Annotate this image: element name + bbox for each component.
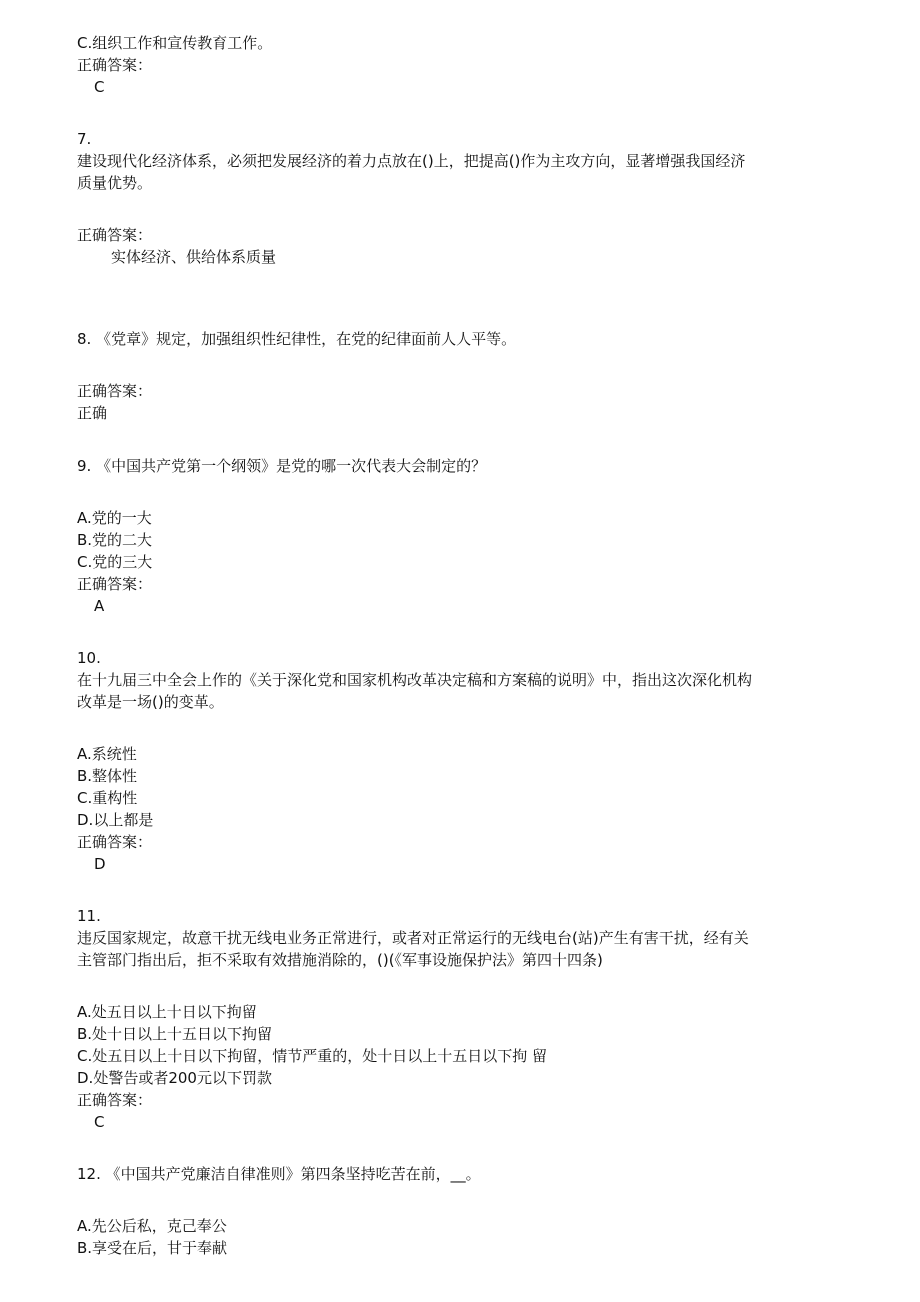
q10-answer-label: 正确答案：	[77, 833, 153, 851]
q11-text-line1: 违反国家规定，故意干扰无线电业务正常进行，或者对正常运行的无线电台(站)产生有害干扰，经有关	[77, 929, 749, 947]
q9-option: B.党的二大	[77, 531, 153, 549]
q11-text-line2: 主管部门指出后，拒不采取有效措施消除的，()(《军事设施保护法》第四十四条)	[77, 951, 603, 969]
q10-option: A.系统性	[77, 745, 137, 763]
q7-answer: 实体经济、供给体系质量	[111, 248, 277, 266]
q12-option: A.先公后私，克己奉公	[77, 1217, 227, 1235]
q9-answer-label: 正确答案：	[77, 575, 153, 593]
q9-option: A.党的一大	[77, 509, 152, 527]
q10-option: C.重构性	[77, 789, 138, 807]
q10-text-line1: 在十九届三中全会上作的《关于深化党和国家机构改革决定稿和方案稿的说明》中，指出这次深化机构	[77, 671, 753, 689]
q10-option: D.以上都是	[77, 811, 154, 829]
q11-answer-label: 正确答案：	[77, 1091, 153, 1109]
q11-option: D.处警告或者200元以下罚款	[77, 1069, 272, 1087]
q6-answer-label: 正确答案：	[77, 56, 153, 74]
q10-option: B.整体性	[77, 767, 138, 785]
q7-number: 7.	[77, 130, 92, 148]
q10-answer: D	[94, 855, 106, 873]
q11-answer: C	[94, 1113, 105, 1131]
q8-answer-label: 正确答案：	[77, 382, 153, 400]
q10-number: 10.	[77, 649, 101, 667]
q12-option: B.享受在后，甘于奉献	[77, 1239, 228, 1257]
q11-option: B.处十日以上十五日以下拘留	[77, 1025, 273, 1043]
q9-option: C.党的三大	[77, 553, 153, 571]
q7-text-line1: 建设现代化经济体系，必须把发展经济的着力点放在()上，把提高()作为主攻方向，显著增强我国经济	[77, 152, 746, 170]
q7-answer-label: 正确答案：	[77, 226, 153, 244]
q8-answer: 正确	[77, 404, 108, 422]
q12-text: 12. 《中国共产党廉洁自律准则》第四条坚持吃苦在前，__。	[77, 1165, 481, 1183]
q6-option-c: C.组织工作和宣传教育工作。	[77, 34, 273, 52]
q8-text: 8. 《党章》规定，加强组织性纪律性，在党的纪律面前人人平等。	[77, 330, 517, 348]
q9-text: 9. 《中国共产党第一个纲领》是党的哪一次代表大会制定的？	[77, 457, 487, 475]
q11-option: A.处五日以上十日以下拘留	[77, 1003, 257, 1021]
q11-option: C.处五日以上十日以下拘留，情节严重的，处十日以上十五日以下拘 留	[77, 1047, 548, 1065]
q11-number: 11.	[77, 907, 101, 925]
q7-text-line2: 质量优势。	[77, 174, 153, 192]
q9-answer: A	[94, 597, 105, 615]
q10-text-line2: 改革是一场()的变革。	[77, 693, 224, 711]
q6-answer: C	[94, 78, 105, 96]
